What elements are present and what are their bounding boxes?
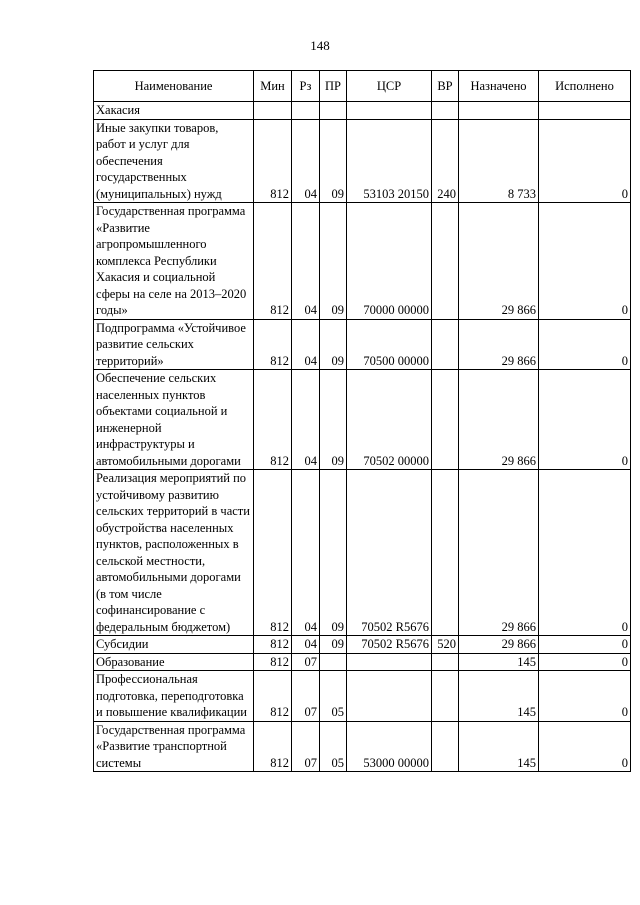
cell-vr: [432, 671, 459, 722]
cell-csr: 70000 00000: [347, 203, 432, 320]
col-header-csr: ЦСР: [347, 71, 432, 102]
cell-csr: 53103 20150: [347, 119, 432, 203]
cell-name: Иные закупки товаров, работ и услуг для обеспечения государственных (муниципальных) нужд: [94, 119, 254, 203]
cell-assigned: 145: [459, 671, 539, 722]
cell-csr: [347, 671, 432, 722]
cell-name: Государственная программа «Развитие транспортной системы: [94, 721, 254, 772]
table-row: [94, 102, 631, 120]
cell-done: 0: [539, 653, 631, 671]
cell-vr: [432, 102, 459, 120]
cell-done: 0: [539, 721, 631, 772]
cell-csr: 53000 00000: [347, 721, 432, 772]
cell-vr: [432, 653, 459, 671]
cell-pr: 09: [320, 470, 347, 636]
col-header-vr: ВР: [432, 71, 459, 102]
cell-pr: 05: [320, 671, 347, 722]
cell-assigned: 29 866: [459, 370, 539, 470]
cell-csr: [347, 653, 432, 671]
page-number: 148: [310, 38, 330, 53]
col-header-name: Наименование: [94, 71, 254, 102]
cell-vr: 520: [432, 636, 459, 654]
table-row: [94, 119, 631, 203]
cell-pr: 05: [320, 721, 347, 772]
cell-pr: 09: [320, 636, 347, 654]
cell-done: 0: [539, 319, 631, 370]
cell-min: [254, 102, 292, 120]
cell-vr: [432, 370, 459, 470]
cell-done: 0: [539, 636, 631, 654]
cell-done: 0: [539, 370, 631, 470]
cell-pr: [320, 653, 347, 671]
cell-rz: 07: [292, 721, 320, 772]
budget-table: [93, 70, 631, 772]
cell-assigned: 145: [459, 721, 539, 772]
cell-min: 812: [254, 119, 292, 203]
cell-assigned: 29 866: [459, 203, 539, 320]
cell-rz: 04: [292, 203, 320, 320]
cell-vr: [432, 721, 459, 772]
cell-name: Подпрограмма «Устойчивое развитие сельских территорий»: [94, 319, 254, 370]
cell-name: Государственная программа «Развитие агропромышленного комплекса Республики Хакасия и социальной сферы на селе на 2013–2020 годы»: [94, 203, 254, 320]
cell-vr: [432, 319, 459, 370]
cell-done: 0: [539, 203, 631, 320]
cell-assigned: [459, 102, 539, 120]
cell-pr: [320, 102, 347, 120]
cell-pr: 09: [320, 370, 347, 470]
cell-name: Реализация мероприятий по устойчивому развитию сельских территорий в части обустройства населенных пунктов, расположенных в сельской местности, автомобильными дорогами (в том числе софинансирование с федеральным бюджетом): [94, 470, 254, 636]
cell-name: Субсидии: [94, 636, 254, 654]
cell-min: 812: [254, 470, 292, 636]
cell-pr: 09: [320, 203, 347, 320]
table-row: [94, 319, 631, 370]
cell-csr: 70502 R5676: [347, 636, 432, 654]
cell-vr: [432, 470, 459, 636]
table-row: [94, 653, 631, 671]
cell-rz: 04: [292, 319, 320, 370]
cell-assigned: 8 733: [459, 119, 539, 203]
cell-min: 812: [254, 636, 292, 654]
cell-name: Профессиональная подготовка, переподготовка и повышение квалификации: [94, 671, 254, 722]
cell-min: 812: [254, 203, 292, 320]
cell-rz: [292, 102, 320, 120]
cell-done: 0: [539, 119, 631, 203]
cell-assigned: 29 866: [459, 470, 539, 636]
cell-rz: 04: [292, 636, 320, 654]
cell-min: 812: [254, 370, 292, 470]
cell-rz: 04: [292, 470, 320, 636]
cell-rz: 07: [292, 653, 320, 671]
cell-min: 812: [254, 653, 292, 671]
cell-min: 812: [254, 671, 292, 722]
table-row: [94, 203, 631, 320]
cell-min: 812: [254, 721, 292, 772]
cell-csr: 70500 00000: [347, 319, 432, 370]
col-header-done: Исполнено: [539, 71, 631, 102]
table-row: [94, 470, 631, 636]
col-header-pr: ПР: [320, 71, 347, 102]
cell-rz: 04: [292, 119, 320, 203]
cell-pr: 09: [320, 119, 347, 203]
col-header-rz: Рз: [292, 71, 320, 102]
table-row: [94, 370, 631, 470]
cell-csr: [347, 102, 432, 120]
cell-assigned: 145: [459, 653, 539, 671]
cell-vr: 240: [432, 119, 459, 203]
table-header-row: [94, 71, 631, 102]
cell-done: [539, 102, 631, 120]
cell-vr: [432, 203, 459, 320]
cell-assigned: 29 866: [459, 319, 539, 370]
cell-name: Образование: [94, 653, 254, 671]
cell-name: Хакасия: [94, 102, 254, 120]
cell-csr: 70502 00000: [347, 370, 432, 470]
cell-pr: 09: [320, 319, 347, 370]
cell-csr: 70502 R5676: [347, 470, 432, 636]
cell-done: 0: [539, 671, 631, 722]
table-row: [94, 671, 631, 722]
cell-name: Обеспечение сельских населенных пунктов объектами социальной и инженерной инфраструктуры и автомобильными дорогами: [94, 370, 254, 470]
cell-rz: 04: [292, 370, 320, 470]
cell-min: 812: [254, 319, 292, 370]
table-row: [94, 721, 631, 772]
cell-assigned: 29 866: [459, 636, 539, 654]
cell-done: 0: [539, 470, 631, 636]
cell-rz: 07: [292, 671, 320, 722]
col-header-assigned: Назначено: [459, 71, 539, 102]
table-row: [94, 636, 631, 654]
col-header-min: Мин: [254, 71, 292, 102]
